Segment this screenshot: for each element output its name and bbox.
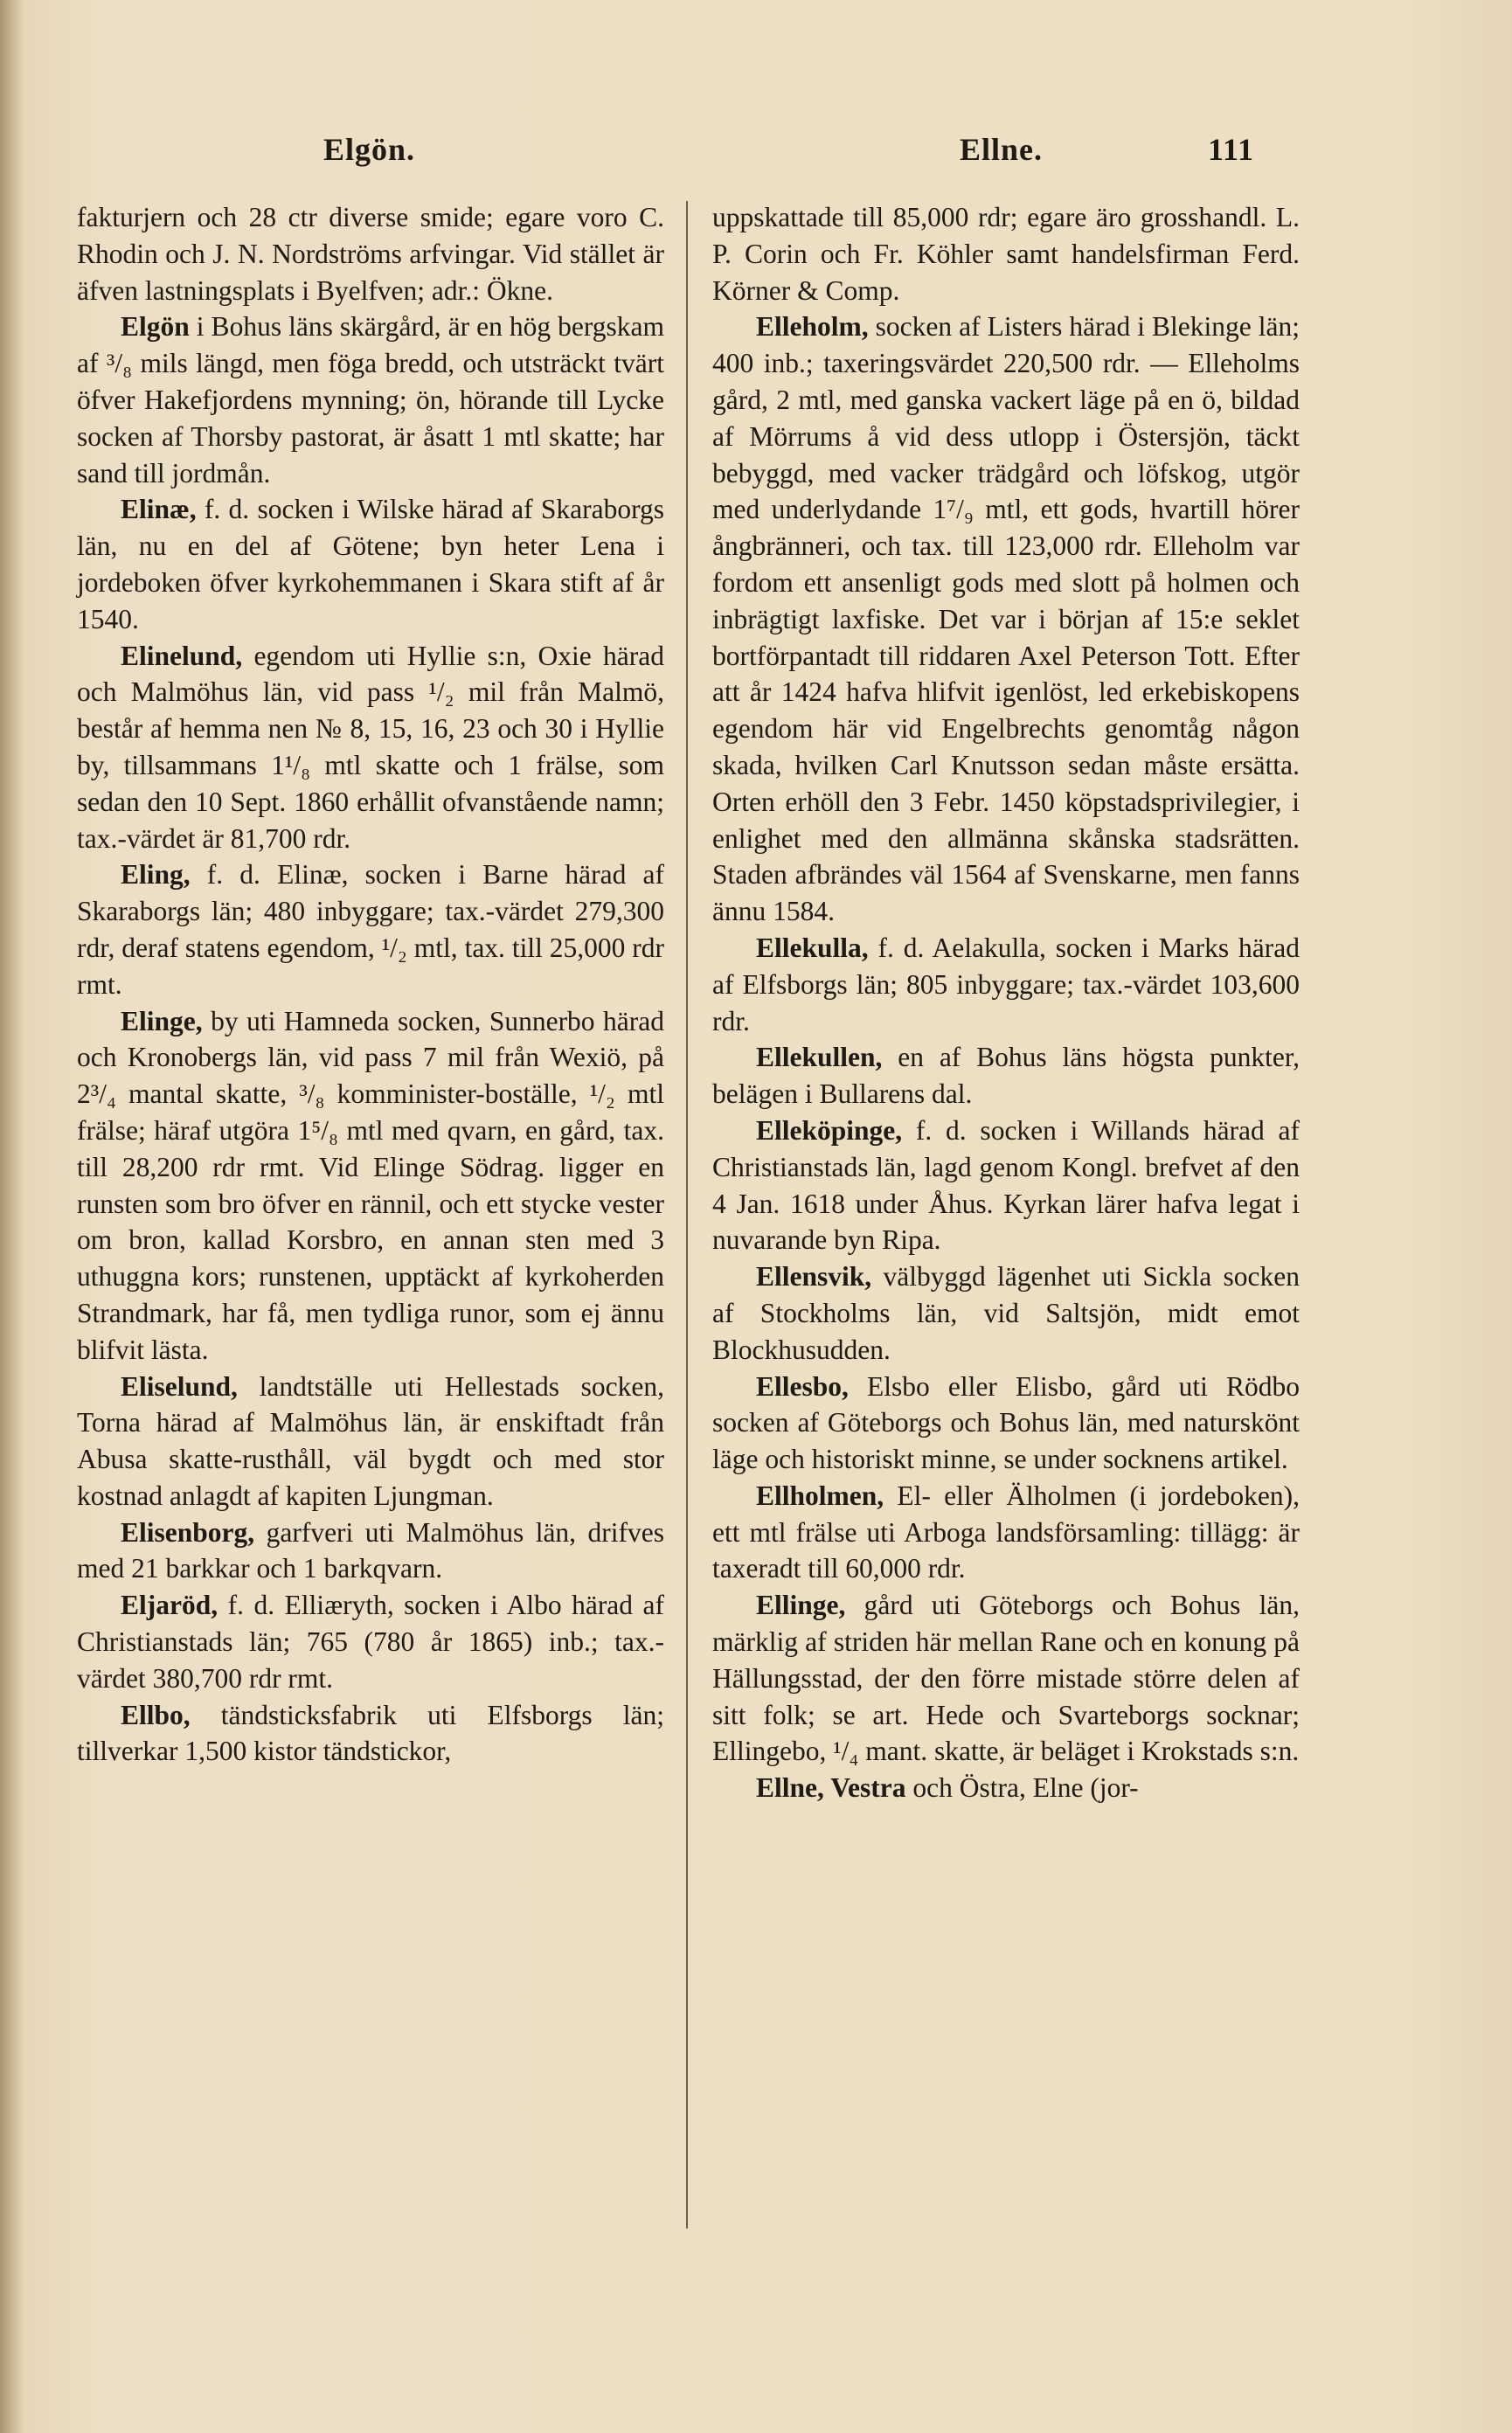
entry-headword: Ellekulla, [756, 932, 869, 963]
entry-text: f. d. Aelakulla, socken i Marks härad af Elfsborgs län; 805 inbyggare; tax.-värdet 103,600 rdr. [712, 932, 1300, 1036]
book-spine-shadow [0, 0, 23, 2433]
entry-headword: Ellinge, [756, 1590, 846, 1621]
dictionary-entry [712, 1587, 1300, 1770]
entry-headword: Eliselund, [121, 1370, 238, 1402]
entry-headword: Ellne, Vestra [756, 1772, 906, 1804]
dictionary-entry [77, 1369, 664, 1515]
dictionary-entry [712, 199, 1300, 308]
dictionary-entry [77, 1003, 664, 1369]
entry-text: f. d. Elliæryth, socken i Albo härad af Christianstads län; 765 (780 år 1865) inb.; tax.-värdet 380,700 rdr rmt. [77, 1590, 664, 1694]
running-head-right: Ellne. [960, 132, 1044, 167]
entry-text: landtställe uti Hellestads socken, Torna härad af Malmöhus län, är enskiftadt från Abusa skatte-rusthåll, väl bygdt och med stor kostnad anlagdt af kapiten Ljungman. [77, 1370, 664, 1511]
entry-headword: Elinelund, [121, 640, 243, 671]
dictionary-entry [77, 308, 664, 491]
entry-text: tändsticksfabrik uti Elfsborgs län; tillverkar 1,500 kistor tändstickor, [77, 1699, 664, 1767]
entry-headword: Elisenborg, [121, 1516, 255, 1548]
entry-headword: Elleköpinge, [756, 1114, 903, 1146]
entry-headword: Ellholmen, [756, 1480, 884, 1511]
entry-headword: Elinge, [121, 1005, 203, 1036]
dictionary-entry [77, 1515, 664, 1588]
dictionary-entry [712, 1039, 1300, 1113]
dictionary-entry [77, 1697, 664, 1771]
entry-headword: Ellbo, [121, 1699, 191, 1730]
dictionary-entry [712, 1369, 1300, 1478]
entry-text: välbyggd lägenhet uti Sickla socken af Stockholms län, vid Saltsjön, midt emot Blockhusudden. [712, 1261, 1300, 1365]
entry-headword: Ellensvik, [756, 1261, 872, 1293]
dictionary-entry [77, 491, 664, 637]
entry-text: by uti Hamneda socken, Sunnerbo härad och Kronobergs län, vid pass 7 mil från Wexiö, på 2³/₄ mantal skatte, ³/₈ komminister-boställe, ¹/₂ mtl frälse; häraf utgöra 1⁵/₈ mtl med qvarn, en gård, tax. till 28,200 rdr rmt. Vid Elinge Södrag. ligger en runsten som bro öfver en rännil, och ett stycke vester om bron, kallad Korsbro, en annan sten med 3 uthuggna kors; runstenen, upptäckt af kyrkoherden Strandmark, har få, men tydliga runor, som ej ännu blifvit lästa. [77, 1005, 664, 1365]
running-head-left: Elgön. [323, 132, 416, 167]
entry-text: socken af Listers härad i Blekinge län; 400 inb.; taxeringsvärdet 220,500 rdr. — Elleholms gård, 2 mtl, med ganska vackert läge på en ö, bildad af Mörrums å vid dess utlopp i Östersjön, täckt bebyggd, med vacker trädgård och löfskog, utgör med underlydande 1⁷/₉ mtl, ett gods, hvartill hörer ångbränneri, och tax. till 123,000 rdr. Elleholm var fordom ett ansenligt gods med slott på holmen och inbrägtigt laxfiske. Det var i början af 15:e seklet bortförpantadt till riddaren Axel Peterson Tott. Efter att år 1424 hafva hlifvit igenlöst, led erkebiskopens egendom här vid Engelbrechts genomtåg någon skada, hvilken Carl Knutsson sedan måste ersätta. Orten erhöll den 3 Febr. 1450 köpstadsprivilegier, i enlighet med den allmänna skånska stadsrätten. Staden afbrändes väl 1564 af Svenskarne, men fanns ännu 1584. [712, 311, 1300, 927]
entry-headword: Eling, [121, 859, 191, 891]
entry-headword: Elleholm, [756, 311, 869, 343]
entry-text: en af Bohus läns högsta punkter, belägen i Bullarens dal. [712, 1042, 1300, 1110]
entry-headword: Elgön [121, 311, 190, 343]
dictionary-entry [712, 308, 1300, 930]
entry-text: gård uti Göteborgs och Bohus län, märklig af striden här mellan Rane och en konung på Hällungsstad, der den förre mistade större delen af sitt folk; se art. Hede och Svarteborgs socknar; Ellingebo, ¹/₄ mant. skatte, är beläget i Krokstads s:n. [712, 1590, 1300, 1767]
entry-text: f. d. Elinæ, socken i Barne härad af Skaraborgs län; 480 inbyggare; tax.-värdet 279,300 rdr, deraf statens egendom, ¹/₂ mtl, tax. till 25,000 rdr rmt. [77, 859, 664, 1000]
entry-text: f. d. socken i Willands härad af Christianstads län, lagd genom Kongl. brefvet af den 4 Jan. 1618 under Åhus. Kyrkan lärer hafva legat i nuvarande byn Ripa. [712, 1114, 1300, 1256]
entry-text: egendom uti Hyllie s:n, Oxie härad och Malmöhus län, vid pass ¹/₂ mil från Malmö, består af hemma nen № 8, 15, 16, 23 och 30 i Hyllie by, tillsammans 1¹/₈ mtl skatte och 1 frälse, som sedan den 10 Sept. 1860 erhållit ofvanstående namn; tax.-värdet är 81,700 rdr. [77, 640, 664, 854]
dictionary-entry [712, 1258, 1300, 1368]
entry-headword: Elinæ, [121, 494, 197, 525]
dictionary-entry [712, 930, 1300, 1039]
dictionary-entry [712, 1770, 1300, 1806]
right-column [712, 199, 1300, 1806]
entry-text: garfveri uti Malmöhus län, drifves med 21 barkkar och 1 barkqvarn. [77, 1516, 664, 1584]
entry-text: Elsbo eller Elisbo, gård uti Rödbo socken af Göteborgs och Bohus län, med naturskönt läge och historiskt minne, se under socknens artikel. [712, 1370, 1300, 1475]
dictionary-entry [712, 1478, 1300, 1587]
entry-text: El- eller Älholmen (i jordeboken), ett mtl frälse uti Arboga landsförsamling: tillägg: är taxeradt till 60,000 rdr. [712, 1480, 1300, 1584]
entry-text: uppskattade till 85,000 rdr; egare äro grosshandl. L. P. Corin och Fr. Köhler samt handelsfirman Ferd. Körner & Comp. [712, 202, 1300, 306]
dictionary-entry [77, 199, 664, 308]
entry-text: i Bohus läns skärgård, är en hög bergskam af ³/₈ mils längd, men föga bredd, och utsträckt tvärt öfver Hakefjordens mynning; ön, hörande till Lycke socken af Thorsby pastorat, är åsatt 1 mtl skatte; har sand till jordmån. [77, 311, 664, 489]
entry-text: och Östra, Elne (jor- [905, 1772, 1139, 1804]
column-divider [686, 201, 688, 2229]
entry-headword: Ellekullen, [756, 1042, 883, 1073]
dictionary-entry [712, 1113, 1300, 1258]
page-number: 111 [1208, 132, 1255, 167]
entry-headword: Ellesbo, [756, 1370, 849, 1402]
entry-text: fakturjern och 28 ctr diverse smide; egare voro C. Rhodin och J. N. Nordströms arfvingar. Vid stället är äfven lastningsplats i Byelfven; adr.: Ökne. [77, 202, 664, 306]
dictionary-entry [77, 638, 664, 857]
left-column [77, 199, 664, 1770]
dictionary-entry [77, 856, 664, 1002]
entry-text: f. d. socken i Wilske härad af Skaraborgs län, nu en del af Götene; byn heter Lena i jordeboken öfver kyrkohemmanen i Skara stift af år 1540. [77, 494, 664, 634]
dictionary-entry [77, 1587, 664, 1696]
entry-headword: Eljaröd, [121, 1590, 218, 1621]
